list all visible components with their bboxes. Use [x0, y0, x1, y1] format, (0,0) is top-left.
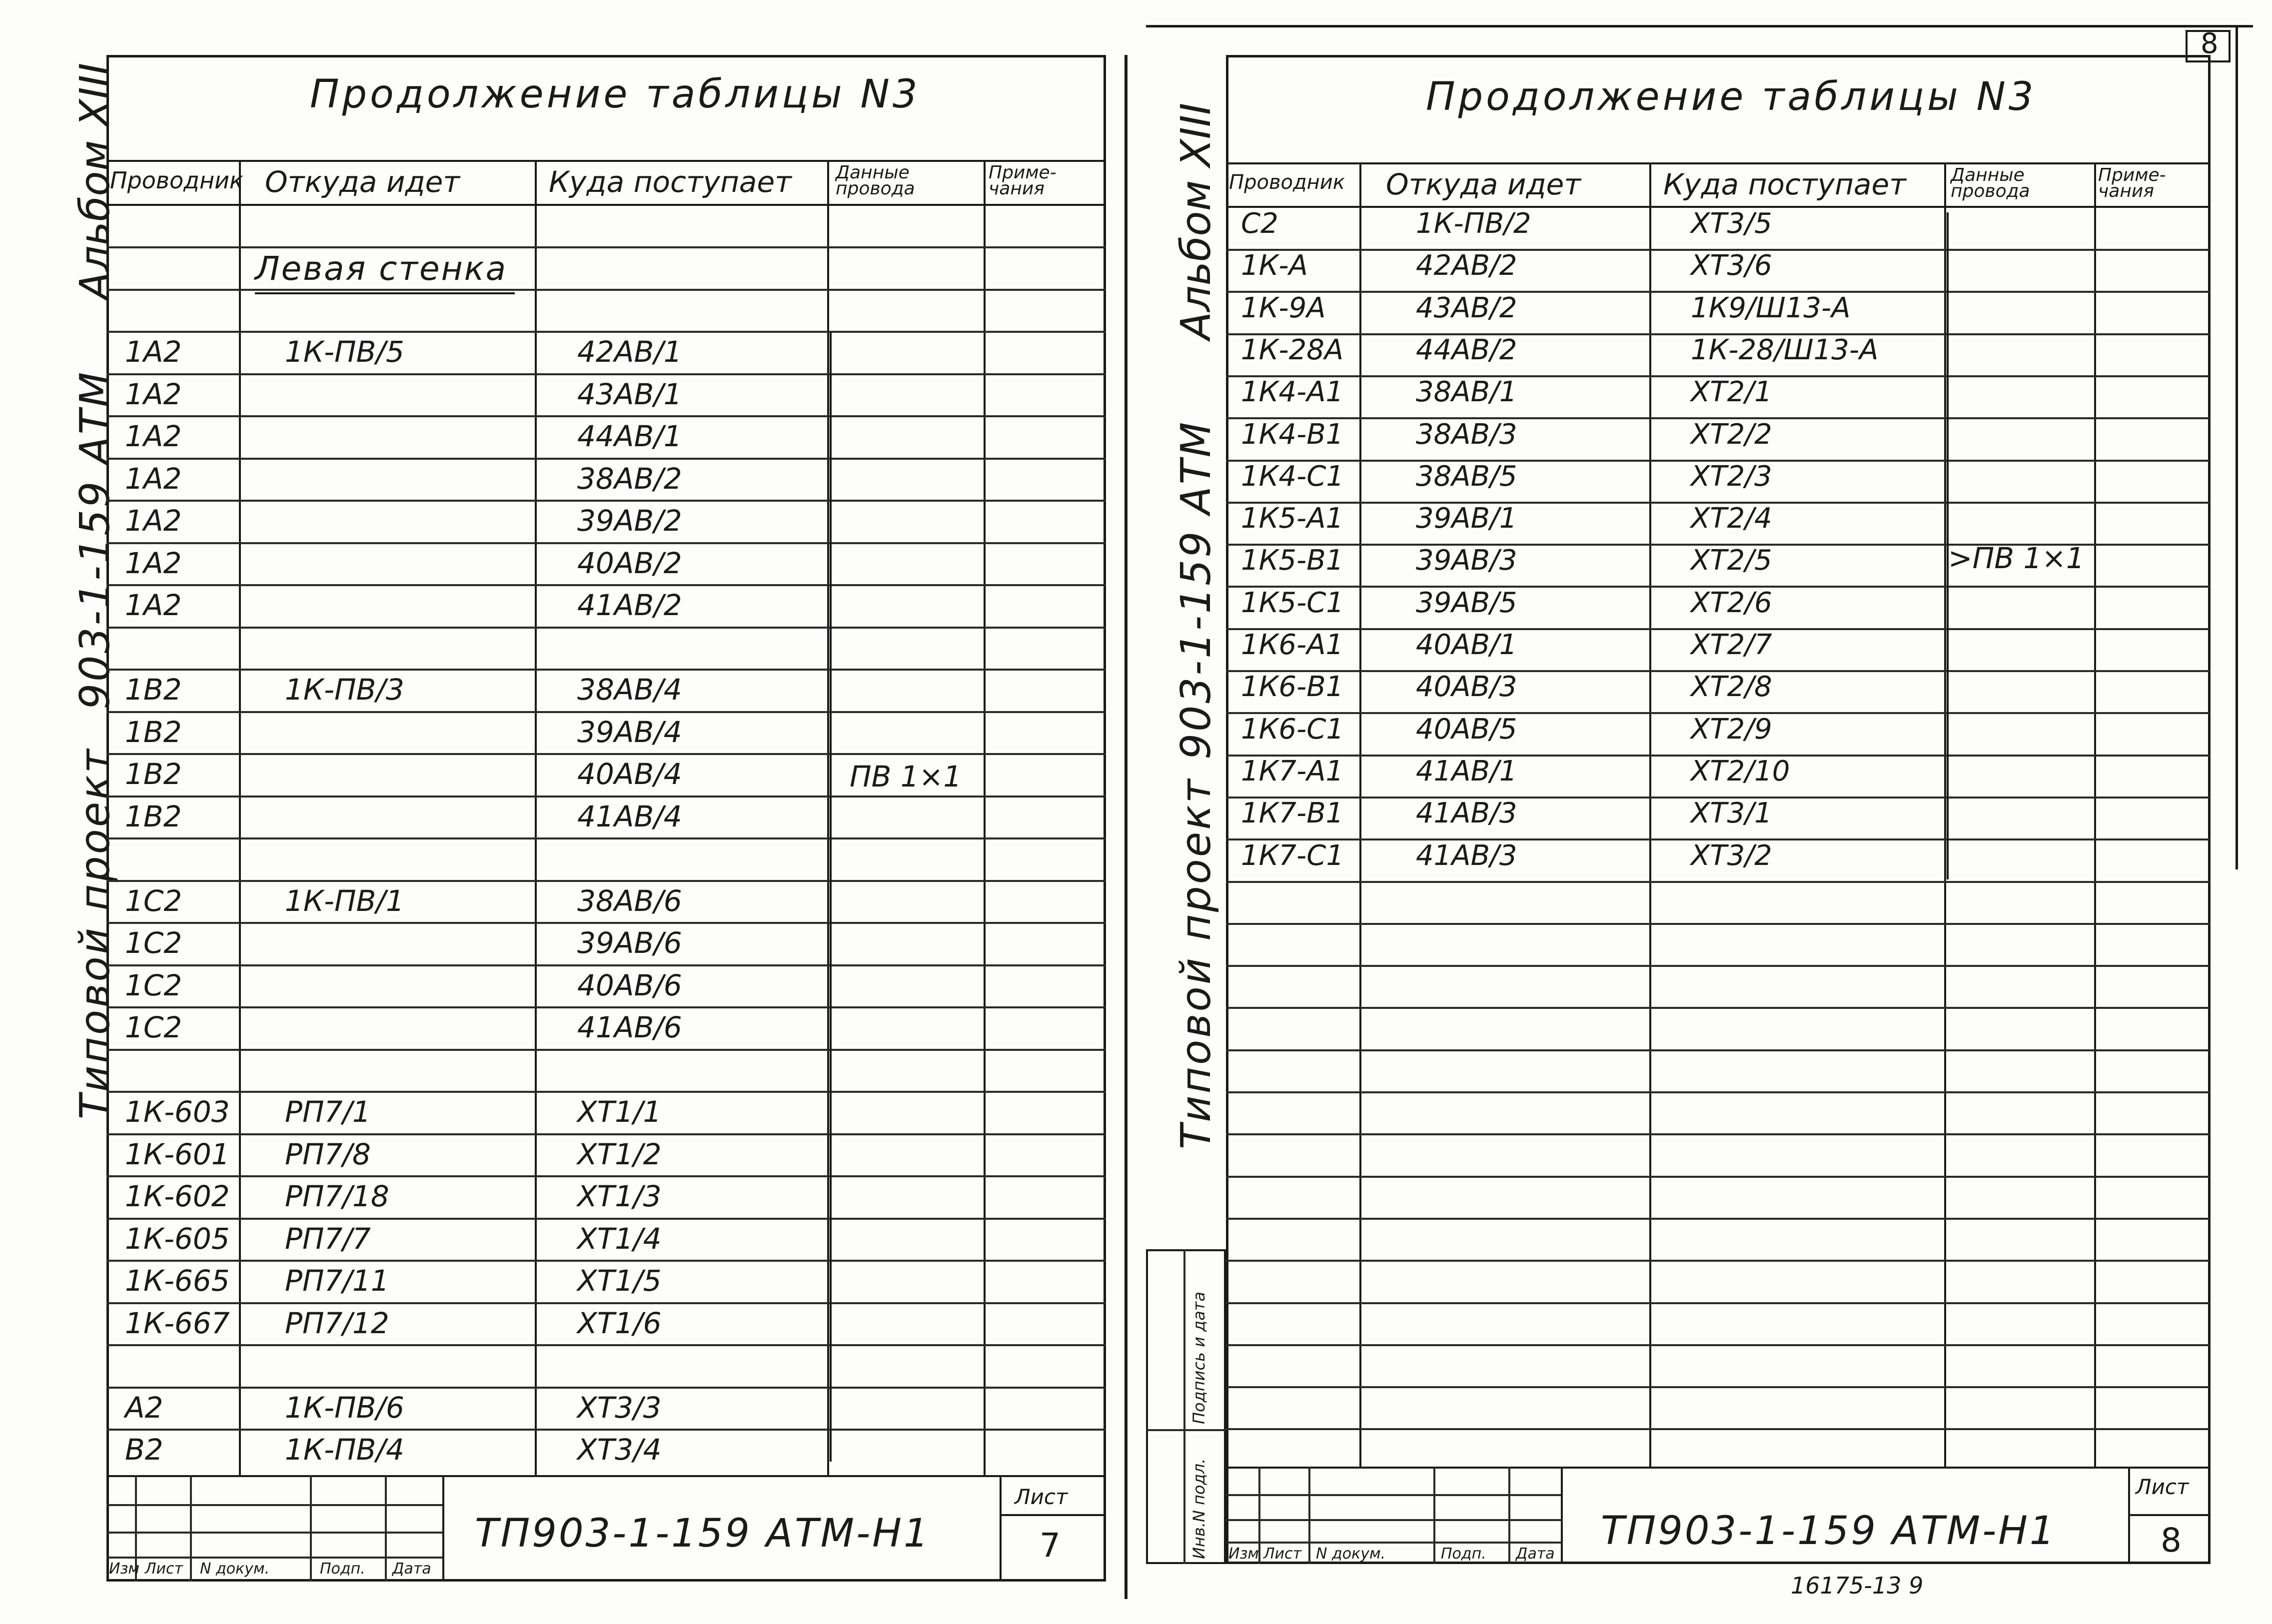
left-cell-to: 41АВ/4 — [577, 799, 682, 833]
right-cell-from: 38АВ/3 — [1416, 418, 1517, 451]
right-cell-conductor: 1К5-В1 — [1241, 544, 1344, 577]
right-right-border — [2236, 25, 2238, 869]
left-cell-from: РП7/7 — [285, 1221, 371, 1256]
right-col-divider-1 — [1359, 162, 1361, 1467]
left-side-album: Альбом XIII — [71, 62, 119, 300]
left-wire-data: ПВ 1×1 — [850, 760, 962, 794]
right-cell-from: 40АВ/5 — [1416, 713, 1517, 746]
right-side-standard-project: Типовой проект — [1172, 777, 1220, 1149]
right-side-stamp-signature: Подпись и дата — [1189, 1291, 1208, 1424]
right-side-stamp-row — [1146, 1429, 1226, 1431]
right-cell-to: ХТ2/5 — [1691, 544, 1772, 577]
left-cell-to: ХТ1/5 — [577, 1264, 662, 1298]
left-stamp-row-3 — [106, 1557, 442, 1559]
right-stamp-top-line — [1226, 1467, 2211, 1469]
right-col-divider-3 — [1944, 162, 1946, 1467]
right-stamp-label-podp: Подп. — [1441, 1545, 1486, 1563]
left-cell-to: ХТ1/4 — [577, 1221, 662, 1256]
right-stamp-col-3 — [1433, 1467, 1435, 1564]
left-row-line — [106, 542, 1106, 544]
right-wire-data: >ПВ 1×1 — [1948, 541, 2085, 575]
right-stamp-sheet-label: Лист — [2136, 1475, 2189, 1499]
right-table-title: Продолжение таблицы N3 — [1426, 74, 2037, 119]
left-col-header-notes: Приме-чания — [989, 162, 1057, 199]
left-cell-to: 39АВ/4 — [577, 715, 682, 749]
left-cell-conductor: 1В2 — [125, 799, 182, 833]
right-cell-to: ХТ2/2 — [1691, 418, 1772, 451]
left-cell-conductor: В2 — [125, 1433, 163, 1467]
left-stamp-col-3 — [310, 1475, 312, 1582]
right-corner-mark: 8 — [2201, 27, 2219, 60]
left-cell-to: 38АВ/6 — [577, 883, 682, 918]
left-row-line — [106, 373, 1106, 375]
right-cell-to: ХТ2/3 — [1691, 460, 1772, 493]
left-cell-to: 41АВ/6 — [577, 1010, 682, 1044]
left-cell-conductor: 1С2 — [125, 968, 182, 1002]
left-row-line — [106, 669, 1106, 671]
left-stamp-sheet-number: 7 — [1040, 1526, 1061, 1565]
right-stamp-col-4 — [1508, 1467, 1510, 1564]
left-stamp-divider-main — [442, 1475, 444, 1582]
left-cell-conductor: 1К-665 — [125, 1264, 230, 1298]
left-row-line — [106, 1302, 1106, 1304]
left-col-divider-1 — [239, 160, 241, 1475]
left-cell-to: 40АВ/6 — [577, 968, 682, 1002]
right-stamp-label-date: Дата — [1516, 1545, 1555, 1563]
left-cell-conductor: 1С2 — [125, 926, 182, 960]
right-stamp-sheet-line — [2128, 1514, 2211, 1516]
left-cell-conductor: 1В2 — [125, 757, 182, 791]
left-cell-conductor: 1А2 — [125, 588, 182, 622]
left-cell-conductor: 1В2 — [125, 673, 182, 707]
right-cell-from: 41АВ/3 — [1416, 839, 1517, 872]
left-stamp-col-4 — [385, 1475, 387, 1582]
right-cell-to: 1К9/Ш13-А — [1691, 291, 1851, 324]
right-row-line — [1226, 1091, 2211, 1093]
right-cell-from: 40АВ/3 — [1416, 671, 1517, 704]
right-cell-to: ХТ2/1 — [1691, 376, 1772, 409]
right-cell-to: ХТ2/9 — [1691, 713, 1772, 746]
left-cell-from: РП7/18 — [285, 1179, 389, 1213]
left-cell-to: ХТ3/4 — [577, 1433, 662, 1467]
left-cell-conductor: 1К-667 — [125, 1306, 230, 1340]
left-stamp-sheet-label: Лист — [1015, 1485, 1068, 1509]
right-row-line — [1226, 1302, 2211, 1304]
left-row-line — [106, 1218, 1106, 1220]
left-row-line — [106, 964, 1106, 966]
left-row-line — [106, 627, 1106, 629]
right-cell-conductor: 1К7-А1 — [1241, 755, 1344, 788]
left-cell-to: ХТ1/2 — [577, 1137, 662, 1171]
right-row-line — [1226, 923, 2211, 925]
right-row-line — [1226, 1386, 2211, 1388]
left-cell-to: 38АВ/4 — [577, 673, 682, 707]
left-header-top-line — [106, 160, 1106, 162]
right-col-header-notes: Приме-чания — [2098, 165, 2166, 202]
left-cell-to: 44АВ/1 — [577, 419, 682, 453]
right-sheet — [1136, 0, 2272, 1624]
right-header-top-line — [1226, 162, 2211, 164]
left-section-label: Левая стенка — [255, 249, 508, 288]
right-archive-number: 16175-13 9 — [1791, 1572, 1924, 1599]
left-cell-from: 1К-ПВ/4 — [285, 1433, 404, 1467]
left-row-line — [106, 1049, 1106, 1051]
right-cell-conductor: 1К4-А1 — [1241, 376, 1344, 409]
left-cell-from: 1К-ПВ/6 — [285, 1390, 404, 1425]
left-row-line — [106, 1429, 1106, 1431]
left-row-line — [106, 246, 1106, 248]
left-stamp-top-line — [106, 1475, 1106, 1477]
left-stamp-label-podp: Подп. — [320, 1560, 365, 1578]
left-cell-from: 1К-ПВ/5 — [285, 335, 404, 369]
left-cell-conductor: 1А2 — [125, 335, 182, 369]
left-row-line — [106, 922, 1106, 924]
left-stamp-col-2 — [190, 1475, 192, 1582]
left-row-line — [106, 711, 1106, 713]
right-row-line — [1226, 1049, 2211, 1051]
left-cell-conductor: 1К-605 — [125, 1221, 230, 1256]
right-row-line — [1226, 1133, 2211, 1135]
right-cell-to: 1К-28/Ш13-А — [1691, 333, 1879, 366]
right-cell-conductor: 1К7-В1 — [1241, 797, 1344, 830]
left-table-title: Продолжение таблицы N3 — [310, 72, 921, 117]
left-row-line — [106, 289, 1106, 291]
right-side-album: Альбом XIII — [1172, 102, 1220, 340]
right-cell-from: 39АВ/5 — [1416, 586, 1517, 619]
left-row-line — [106, 1344, 1106, 1346]
right-cell-to: ХТ3/2 — [1691, 839, 1772, 872]
right-side-stamp-divider — [1183, 1249, 1185, 1564]
right-cell-conductor: 1К-А — [1241, 249, 1308, 282]
left-col-header-to: Куда поступает — [549, 165, 792, 199]
right-row-line — [1226, 1428, 2211, 1430]
left-cell-from: РП7/1 — [285, 1095, 371, 1129]
left-cell-conductor: 1С2 — [125, 883, 182, 918]
right-cell-conductor: 1К7-С1 — [1241, 839, 1344, 872]
left-stamp-divider-sheet — [1000, 1475, 1002, 1582]
left-cell-conductor: 1А2 — [125, 461, 182, 496]
left-row-line — [106, 415, 1106, 417]
right-row-line — [1226, 1007, 2211, 1009]
left-stamp-label-list: Лист — [145, 1560, 183, 1578]
right-cell-from: 39АВ/1 — [1416, 502, 1517, 535]
right-cell-conductor: 1К5-А1 — [1241, 502, 1344, 535]
left-stamp-row-1 — [106, 1504, 442, 1506]
left-section-underline — [255, 292, 515, 294]
left-cell-conductor: 1В2 — [125, 715, 182, 749]
right-side-project-code: 903-1-159 АТМ — [1172, 420, 1220, 760]
right-cell-to: ХТ3/1 — [1691, 797, 1772, 830]
left-cell-conductor: А2 — [125, 1390, 163, 1425]
right-cell-to: ХТ2/10 — [1691, 755, 1790, 788]
left-cell-from: 1К-ПВ/3 — [285, 673, 404, 707]
left-stamp-document-code: ТП903-1-159 АТМ-Н1 — [475, 1511, 931, 1556]
right-cell-conductor: 1К-9А — [1241, 291, 1326, 324]
right-cell-to: ХТ3/6 — [1691, 249, 1772, 282]
left-stamp-label-izm: Изм — [109, 1560, 140, 1578]
right-col-divider-2 — [1649, 162, 1651, 1467]
left-stamp-label-ndoc: N докум. — [200, 1560, 270, 1578]
left-row-line — [106, 796, 1106, 798]
left-cell-from: 1К-ПВ/1 — [285, 883, 404, 918]
right-cell-from: 43АВ/2 — [1416, 291, 1517, 324]
left-cell-conductor: 1А2 — [125, 377, 182, 411]
left-row-line — [106, 1091, 1106, 1093]
left-cell-to: 38АВ/2 — [577, 461, 682, 496]
right-stamp-document-code: ТП903-1-159 АТМ-Н1 — [1601, 1509, 2057, 1554]
right-row-line — [1226, 881, 2211, 883]
right-cell-conductor: 1К6-С1 — [1241, 713, 1344, 746]
left-cell-to: 39АВ/6 — [577, 926, 682, 960]
left-row-line — [106, 1260, 1106, 1262]
right-stamp-row-3 — [1226, 1542, 1561, 1544]
left-cell-to: 40АВ/4 — [577, 757, 682, 791]
right-col-header-from: Откуда идет — [1386, 167, 1581, 201]
right-cell-from: 1К-ПВ/2 — [1416, 207, 1531, 240]
left-cell-to: 40АВ/2 — [577, 546, 682, 580]
left-header-bottom-line — [106, 204, 1106, 206]
right-cell-to: ХТ2/8 — [1691, 671, 1772, 704]
left-row-line — [106, 1006, 1106, 1008]
right-side-stamp-box — [1146, 1249, 1226, 1564]
left-cell-conductor: 1А2 — [125, 546, 182, 580]
right-cell-to: ХТ2/4 — [1691, 502, 1772, 535]
left-cell-to: ХТ1/6 — [577, 1306, 662, 1340]
left-cell-from: РП7/12 — [285, 1306, 389, 1340]
right-cell-conductor: С2 — [1241, 207, 1278, 240]
right-col-divider-4 — [2094, 162, 2096, 1467]
left-col-divider-4 — [984, 160, 986, 1475]
right-col-header-conductor: Проводник — [1229, 171, 1345, 194]
left-row-line — [106, 1387, 1106, 1389]
left-side-standard-project: Типовой проект — [71, 747, 119, 1119]
left-row-line — [106, 1133, 1106, 1135]
left-col-header-from: Откуда идет — [265, 165, 460, 199]
left-cell-to: 42АВ/1 — [577, 335, 682, 369]
left-row-line — [106, 753, 1106, 755]
right-stamp-label-ndoc: N докум. — [1316, 1545, 1386, 1563]
right-row-line — [1226, 1218, 2211, 1220]
left-wire-bracket — [830, 332, 832, 1462]
right-cell-to: ХТ2/7 — [1691, 629, 1772, 661]
right-side-stamp-inventory: Инв.N подл. — [1189, 1458, 1208, 1559]
right-cell-from: 39АВ/3 — [1416, 544, 1517, 577]
right-cell-from: 38АВ/5 — [1416, 460, 1517, 493]
left-col-header-conductor: Проводник — [110, 167, 243, 194]
right-cell-from: 40АВ/1 — [1416, 629, 1517, 661]
left-cell-to: ХТ3/3 — [577, 1390, 662, 1425]
left-row-line — [106, 880, 1106, 882]
right-cell-conductor: 1К6-А1 — [1241, 629, 1344, 661]
left-col-divider-2 — [535, 160, 537, 1475]
right-cell-conductor: 1К4-С1 — [1241, 460, 1344, 493]
left-row-line — [106, 837, 1106, 839]
left-fold-line — [1125, 55, 1128, 1599]
right-cell-conductor: 1К-28А — [1241, 333, 1344, 366]
left-side-project-code: 903-1-159 АТМ — [71, 370, 119, 710]
left-cell-conductor: 1К-602 — [125, 1179, 230, 1213]
right-cell-conductor: 1К4-В1 — [1241, 418, 1344, 451]
left-stamp-label-date: Дата — [392, 1560, 431, 1578]
left-stamp-sheet-line — [1000, 1514, 1106, 1516]
right-stamp-label-list: Лист — [1263, 1545, 1302, 1563]
right-top-border — [1146, 25, 2253, 27]
left-row-line — [106, 458, 1106, 460]
left-col-header-wire: Данные провода — [836, 162, 915, 199]
left-col-divider-3 — [827, 160, 829, 1475]
left-cell-conductor: 1А2 — [125, 419, 182, 453]
left-row-line — [106, 584, 1106, 586]
right-stamp-row-2 — [1226, 1519, 1561, 1521]
right-col-header-wire: Данные провода — [1951, 165, 2030, 202]
left-row-line — [106, 331, 1106, 333]
left-cell-to: 39АВ/2 — [577, 504, 682, 538]
right-cell-from: 41АВ/3 — [1416, 797, 1517, 830]
right-row-line — [1226, 1260, 2211, 1262]
left-row-line — [106, 500, 1106, 502]
right-stamp-col-2 — [1308, 1467, 1310, 1564]
right-cell-conductor: 1К5-С1 — [1241, 586, 1344, 619]
right-cell-from: 42АВ/2 — [1416, 249, 1517, 282]
right-row-line — [1226, 1344, 2211, 1346]
right-cell-conductor: 1К6-В1 — [1241, 671, 1344, 704]
left-cell-to: ХТ1/3 — [577, 1179, 662, 1213]
left-cell-conductor: 1С2 — [125, 1010, 182, 1044]
right-cell-from: 41АВ/1 — [1416, 755, 1517, 788]
right-cell-from: 38АВ/1 — [1416, 376, 1517, 409]
left-cell-from: РП7/11 — [285, 1264, 389, 1298]
right-cell-to: ХТ3/5 — [1691, 207, 1772, 240]
left-stamp-row-2 — [106, 1532, 442, 1534]
left-cell-conductor: 1К-601 — [125, 1137, 230, 1171]
left-row-line — [106, 1175, 1106, 1177]
right-row-line — [1226, 1176, 2211, 1178]
right-stamp-sheet-number: 8 — [2161, 1521, 2182, 1560]
left-cell-conductor: 1А2 — [125, 504, 182, 538]
right-stamp-label-izm: Изм — [1228, 1545, 1259, 1563]
right-row-line — [1226, 965, 2211, 967]
right-stamp-row-1 — [1226, 1494, 1561, 1496]
left-cell-to: ХТ1/1 — [577, 1095, 662, 1129]
right-stamp-divider-main — [1561, 1467, 1563, 1564]
right-col-header-to: Куда поступает — [1663, 167, 1906, 201]
left-cell-to: 43АВ/1 — [577, 377, 682, 411]
right-cell-from: 44АВ/2 — [1416, 333, 1517, 366]
left-cell-conductor: 1К-603 — [125, 1095, 230, 1129]
right-cell-to: ХТ2/6 — [1691, 586, 1772, 619]
left-cell-to: 41АВ/2 — [577, 588, 682, 622]
left-cell-from: РП7/8 — [285, 1137, 371, 1171]
